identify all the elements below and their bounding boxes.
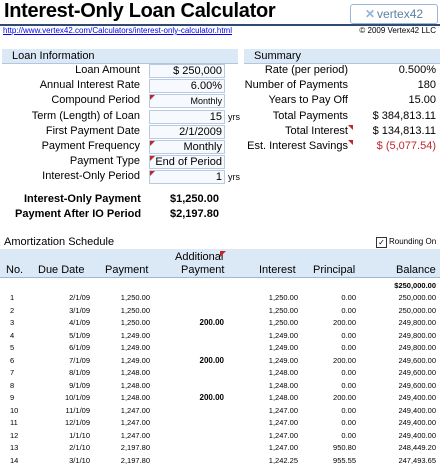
loan-input-5[interactable]	[149, 140, 225, 154]
loan-input-value: End of Period	[155, 156, 222, 169]
cell-int: 1,247.00	[268, 443, 298, 452]
summary-label-3: Total Payments	[272, 109, 348, 122]
loan-label-0: Loan Amount	[75, 64, 140, 76]
cell-int: 1,249.00	[268, 343, 298, 352]
cell-pay: 1,250.00	[120, 293, 150, 302]
table-row	[0, 380, 440, 392]
summary-label-5: Est. Interest Savings	[247, 140, 348, 152]
cell-pay: 1,249.00	[120, 343, 150, 352]
cell-prin: 0.00	[341, 405, 356, 415]
cell-bal: 249,400.00	[398, 418, 436, 427]
cell-prin: 955.55	[333, 455, 356, 465]
cell-date: 4/1/09	[69, 318, 90, 327]
cell-no: 7	[10, 368, 15, 377]
cell-bal: 249,400.00	[398, 393, 436, 402]
cell-bal: 247,493.65	[398, 455, 436, 465]
cell-int: 1,248.00	[268, 393, 298, 402]
source-link[interactable]: http://www.vertex42.com/Calculators/interest-only-calculator.html	[3, 26, 232, 35]
rounding-label: Rounding On	[389, 237, 437, 246]
table-row	[0, 442, 440, 454]
additional-note-flag	[220, 251, 226, 257]
cell-no: 9	[10, 393, 15, 402]
cell-pay: 1,249.00	[120, 355, 150, 365]
cell-date: 3/1/10	[69, 455, 90, 465]
cell-prin: 0.00	[341, 305, 356, 315]
table-row	[0, 430, 440, 442]
table-row	[0, 355, 440, 367]
col-additional-2: Payment	[181, 264, 225, 276]
cell-date: 2/1/09	[69, 293, 90, 302]
loan-label-2: Compound Period	[51, 94, 140, 107]
cell-date: 10/1/09	[64, 393, 90, 402]
cell-bal: 249,800.00	[398, 330, 436, 340]
summary-value-2: 15.00	[408, 94, 436, 107]
table-row	[0, 342, 440, 354]
cell-pay: 1,249.00	[120, 330, 150, 340]
summary-label-1: Number of Payments	[244, 79, 348, 92]
cell-pay: 2,197.80	[120, 455, 150, 465]
loan-input-0[interactable]	[149, 64, 225, 78]
cell-prin: 200.00	[333, 318, 356, 327]
cell-int: 1,250.00	[268, 305, 298, 315]
loan-label-6: Payment Type	[69, 155, 140, 168]
cell-prin: 0.00	[341, 343, 356, 352]
cell-bal: 249,800.00	[398, 318, 436, 327]
after-io-value: $2,197.80	[170, 208, 219, 220]
cell-int: 1,247.00	[268, 430, 298, 440]
loan-input-3[interactable]	[149, 110, 225, 124]
cell-bal: 249,600.00	[398, 380, 436, 390]
rounding-checkbox[interactable]: ✓	[376, 237, 387, 248]
col-due-date: Due Date	[38, 264, 85, 276]
cell-date: 11/1/09	[65, 405, 90, 415]
table-row	[0, 405, 440, 417]
cell-prin: 0.00	[341, 430, 356, 440]
start-balance: $250,000.00	[394, 281, 436, 290]
cell-bal: 249,600.00	[398, 355, 436, 365]
cell-no: 11	[10, 418, 18, 427]
start-balance-row	[0, 280, 440, 292]
loan-input-value: $ 250,000	[173, 65, 222, 77]
cell-int: 1,248.00	[268, 380, 298, 390]
cell-bal: 250,000.00	[398, 305, 436, 315]
after-io-label: Payment After IO Period	[15, 208, 142, 220]
table-row	[0, 417, 440, 429]
cell-date: 9/1/09	[69, 380, 90, 390]
cell-prin: 0.00	[341, 368, 356, 377]
loan-input-value: 6.00%	[190, 80, 222, 93]
loan-input-2[interactable]	[149, 94, 225, 108]
cell-int: 1,247.00	[268, 418, 298, 427]
summary-value-0: 0.500%	[398, 64, 436, 76]
col-balance: Balance	[396, 264, 436, 276]
loan-input-value: Monthly	[190, 96, 222, 107]
col-payment: Payment	[105, 264, 149, 276]
cell-no: 2	[10, 305, 15, 315]
cell-int: 1,247.00	[268, 405, 298, 415]
loan-label-7: Interest-Only Period	[42, 170, 140, 183]
comment-flag-icon	[150, 95, 155, 100]
loan-input-1[interactable]	[149, 79, 225, 93]
cell-date: 1/1/10	[69, 430, 90, 440]
loan-label-5: Payment Frequency	[41, 140, 140, 152]
page-title: Interest-Only Loan Calculator	[4, 0, 276, 22]
cell-no: 10	[10, 405, 19, 415]
cell-pay: 1,247.00	[120, 418, 150, 427]
cell-pay: 1,248.00	[120, 368, 150, 377]
cell-no: 8	[10, 380, 15, 390]
cell-int: 1,250.00	[268, 293, 298, 302]
loan-info-header: Loan Information	[2, 49, 238, 64]
loan-input-value: 15	[209, 110, 222, 123]
summary-value-3: $ 384,813.11	[372, 109, 436, 122]
cell-bal: 250,000.00	[398, 293, 436, 302]
logo-text: vertex42	[377, 7, 424, 21]
cell-date: 6/1/09	[69, 343, 90, 352]
col-interest: Interest	[259, 264, 296, 276]
logo-mark-icon: ✕	[364, 7, 376, 21]
cell-prin: 200.00	[333, 355, 356, 365]
comment-flag-icon	[348, 140, 353, 145]
cell-bal: 249,400.00	[398, 405, 436, 415]
summary-value-1: 180	[417, 79, 436, 92]
cell-date: 8/1/09	[69, 368, 90, 377]
cell-date: 3/1/09	[69, 305, 90, 315]
loan-unit-3: yrs	[228, 111, 240, 122]
cell-prin: 200.00	[333, 393, 356, 402]
amortization-title: Amortization Schedule	[4, 236, 115, 248]
cell-bal: 249,800.00	[398, 343, 436, 352]
cell-no: 5	[10, 343, 15, 352]
summary-value-5: $ (5,077.54)	[376, 140, 436, 152]
copyright-text: © 2009 Vertex42 LLC	[359, 26, 436, 35]
comment-flag-icon	[150, 141, 155, 146]
cell-pay: 2,197.80	[120, 443, 150, 452]
table-row	[0, 392, 440, 404]
summary-label-4: Total Interest	[285, 124, 348, 137]
io-payment-label: Interest-Only Payment	[24, 193, 141, 205]
loan-input-value: Monthly	[183, 141, 222, 153]
cell-prin: 0.00	[341, 418, 356, 427]
cell-prin: 0.00	[341, 293, 356, 302]
loan-input-6[interactable]	[149, 155, 225, 169]
loan-input-7[interactable]	[149, 170, 225, 184]
summary-label-0: Rate (per period)	[264, 64, 348, 76]
comment-flag-icon	[150, 171, 155, 176]
cell-int: 1,242.25	[268, 455, 298, 465]
cell-int: 1,250.00	[268, 318, 298, 327]
cell-pay: 1,250.00	[120, 305, 150, 315]
cell-pay: 1,248.00	[120, 380, 150, 390]
table-row	[0, 367, 440, 379]
cell-pay: 1,248.00	[120, 393, 150, 402]
loan-label-4: First Payment Date	[45, 124, 140, 137]
col-additional-1: Additional	[175, 251, 224, 263]
cell-no: 14	[10, 455, 19, 465]
summary-label-2: Years to Pay Off	[268, 94, 348, 107]
comment-flag-icon	[348, 125, 353, 130]
cell-int: 1,249.00	[268, 330, 298, 340]
summary-header: Summary	[244, 49, 440, 64]
cell-add: 200.00	[199, 318, 224, 327]
cell-bal: 249,600.00	[398, 368, 436, 377]
cell-no: 1	[10, 293, 15, 302]
col-no: No.	[6, 264, 24, 276]
cell-date: 12/1/09	[64, 418, 90, 427]
cell-no: 6	[10, 355, 15, 365]
loan-label-1: Annual Interest Rate	[39, 79, 140, 92]
cell-no: 12	[10, 430, 19, 440]
cell-int: 1,249.00	[268, 355, 298, 365]
table-row	[0, 317, 440, 329]
loan-label-3: Term (Length) of Loan	[31, 109, 140, 122]
table-row	[0, 330, 440, 342]
cell-pay: 1,250.00	[120, 318, 150, 327]
cell-date: 2/1/10	[69, 443, 90, 452]
cell-no: 13	[10, 443, 19, 452]
comment-flag-icon	[150, 156, 155, 161]
cell-no: 4	[10, 330, 15, 340]
cell-bal: 249,400.00	[398, 430, 436, 440]
io-payment-value: $1,250.00	[170, 193, 219, 205]
summary-value-4: $ 134,813.11	[372, 124, 436, 137]
table-row	[0, 305, 440, 317]
cell-no: 3	[10, 318, 15, 327]
loan-input-4[interactable]	[149, 125, 225, 139]
loan-input-value: 1	[215, 171, 222, 184]
cell-date: 7/1/09	[69, 355, 90, 365]
vertex42-logo[interactable]	[350, 4, 438, 24]
cell-int: 1,248.00	[268, 368, 298, 377]
table-row	[0, 455, 440, 467]
loan-unit-7: yrs	[228, 172, 240, 183]
col-principal: Principal	[313, 264, 356, 276]
table-row	[0, 292, 440, 304]
cell-prin: 950.80	[333, 443, 356, 452]
cell-date: 5/1/09	[69, 330, 90, 340]
cell-add: 200.00	[199, 393, 224, 402]
cell-pay: 1,247.00	[120, 405, 150, 415]
cell-bal: 248,449.20	[398, 443, 436, 452]
cell-pay: 1,247.00	[120, 430, 150, 440]
cell-prin: 0.00	[341, 330, 356, 340]
cell-prin: 0.00	[341, 380, 356, 390]
cell-add: 200.00	[199, 355, 224, 365]
loan-input-value: 2/1/2009	[179, 125, 222, 138]
